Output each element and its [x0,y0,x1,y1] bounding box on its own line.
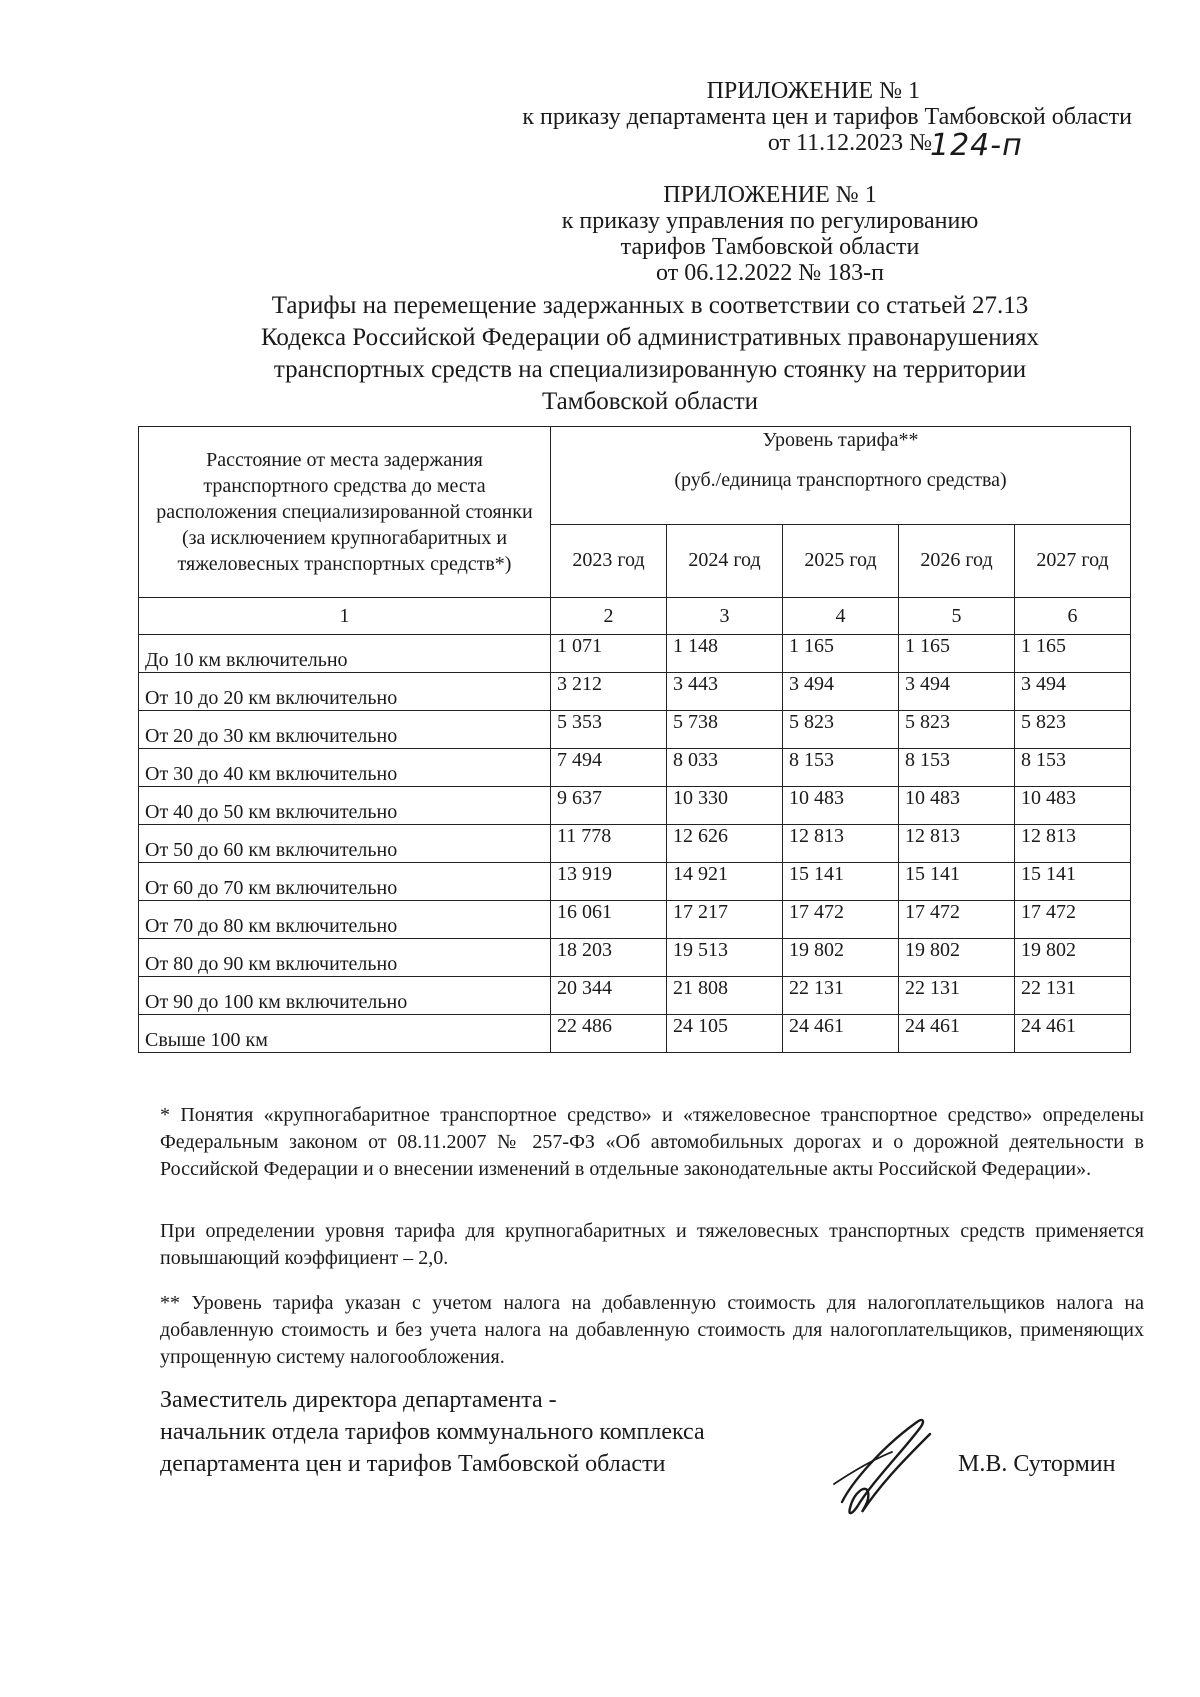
order-date-previous: от 06.12.2022 № 183-п [656,260,884,286]
tariff-level-header [551,427,1131,525]
tariff-value-cell: 24 461 [1015,1015,1131,1053]
tariff-table [138,426,1131,1053]
tariff-value-cell: 17 472 [783,901,899,939]
tariff-value-cell: 22 131 [1015,977,1131,1015]
table-row [139,825,1131,863]
tariff-level-label: Уровень тарифа** [762,429,919,451]
tariff-value-cell: 8 153 [783,749,899,787]
tariff-value-cell: 1 165 [1015,635,1131,673]
column-number: 5 [899,598,1015,635]
tariff-value-cell: 12 626 [667,825,783,863]
tariff-value-cell: 19 802 [899,939,1015,977]
signatory-position [160,1384,705,1480]
column-number: 2 [551,598,667,635]
tariff-value-cell: 22 486 [551,1015,667,1053]
tariff-value-cell: 3 443 [667,673,783,711]
tariff-value-cell: 3 494 [899,673,1015,711]
tariff-value-cell: 5 823 [783,711,899,749]
order-date-current: от 11.12.2023 № [767,130,932,156]
tariff-value-cell: 11 778 [551,825,667,863]
document-title-line-3: транспортных средств на специализированную стоянку на территории [273,356,1027,383]
column-number: 4 [783,598,899,635]
tariff-value-cell: 15 141 [899,863,1015,901]
table-row [139,749,1131,787]
tariff-value-cell: 21 808 [667,977,783,1015]
distance-cell: До 10 км включительно [139,635,551,673]
appendix-title-current: ПРИЛОЖЕНИЕ № 1 [706,78,920,104]
distance-cell: От 80 до 90 км включительно [139,939,551,977]
table-row [139,901,1131,939]
year-header: 2025 год [783,524,899,597]
tariff-value-cell: 19 513 [667,939,783,977]
tariff-value-cell: 12 813 [783,825,899,863]
table-header-row [139,427,1131,525]
tariff-value-cell: 12 813 [899,825,1015,863]
tariff-value-cell: 1 165 [783,635,899,673]
tariff-value-cell: 9 637 [551,787,667,825]
handwritten-signature [822,1412,942,1522]
tariff-value-cell: 1 165 [899,635,1015,673]
distance-cell: От 90 до 100 км включительно [139,977,551,1015]
tariff-rows [139,635,1131,1053]
distance-cell: От 60 до 70 км включительно [139,863,551,901]
distance-cell: Свыше 100 км [139,1015,551,1053]
table-row [139,1015,1131,1053]
tariff-value-cell: 17 472 [1015,901,1131,939]
distance-cell: От 20 до 30 км включительно [139,711,551,749]
document-title-line-1: Тарифы на перемещение задержанных в соответствии со статьей 27.13 [271,292,1029,319]
signatory-position-line-3: департамента цен и тарифов Тамбовской области [160,1451,666,1477]
tariff-value-cell: 17 472 [899,901,1015,939]
distance-cell: От 40 до 50 км включительно [139,787,551,825]
tariff-value-cell: 22 131 [783,977,899,1015]
table-row [139,635,1131,673]
tariff-value-cell: 19 802 [1015,939,1131,977]
year-header: 2027 год [1015,524,1131,597]
column-number: 3 [667,598,783,635]
tariff-value-cell: 5 353 [551,711,667,749]
handwritten-order-number: 124-п [930,128,1023,163]
tariff-value-cell: 20 344 [551,977,667,1015]
tariff-value-cell: 15 141 [783,863,899,901]
tariff-value-cell: 8 153 [899,749,1015,787]
tariff-value-cell: 16 061 [551,901,667,939]
tariff-value-cell: 19 802 [783,939,899,977]
tariff-value-cell: 14 921 [667,863,783,901]
tariff-value-cell: 24 461 [899,1015,1015,1053]
order-authority-previous: тарифов Тамбовской области [620,234,920,260]
tariff-value-cell: 10 483 [899,787,1015,825]
distance-cell: От 70 до 80 км включительно [139,901,551,939]
tariff-value-cell: 5 738 [667,711,783,749]
tariff-value-cell: 3 494 [783,673,899,711]
tariff-level-unit: (руб./единица транспортного средства) [674,469,1007,491]
appendix-title-previous: ПРИЛОЖЕНИЕ № 1 [663,182,877,208]
tariff-value-cell: 3 212 [551,673,667,711]
tariff-value-cell: 22 131 [899,977,1015,1015]
tariff-value-cell: 7 494 [551,749,667,787]
table-row [139,939,1131,977]
column-number: 1 [139,598,551,635]
distance-cell: От 50 до 60 км включительно [139,825,551,863]
tariff-value-cell: 12 813 [1015,825,1131,863]
tariff-value-cell: 8 033 [667,749,783,787]
note-coefficient: При определении уровня тарифа для крупногабаритных и тяжеловесных транспортных средств применяется повышающий коэффициент – 2,0. [160,1220,1144,1269]
column-number-row [139,598,1131,635]
document-title [150,290,1150,418]
tariff-value-cell: 10 483 [1015,787,1131,825]
document-title-line-4: Тамбовской области [541,388,759,415]
table-row [139,673,1131,711]
tariff-value-cell: 1 071 [551,635,667,673]
tariff-value-cell: 3 494 [1015,673,1131,711]
tariff-value-cell: 13 919 [551,863,667,901]
year-header: 2026 год [899,524,1015,597]
document-title-line-2: Кодекса Российской Федерации об административных правонарушениях [261,324,1039,351]
year-header: 2023 год [551,524,667,597]
tariff-value-cell: 15 141 [1015,863,1131,901]
column-number: 6 [1015,598,1131,635]
note-definitions: * Понятия «крупногабаритное транспортное средство» и «тяжеловесное транспортное средство» определены Федеральным законом от 08.11.2007 № 257-ФЗ «Об автомобильных дорогах и о дорожной деятельности в Российской Федерации и о внесении изменений в отдельные законодательные акты Российской Федерации». [160,1104,1144,1180]
tariff-value-cell: 1 148 [667,635,783,673]
tariff-value-cell: 8 153 [1015,749,1131,787]
tariff-value-cell: 10 483 [783,787,899,825]
tariff-value-cell: 10 330 [667,787,783,825]
appendix-header-previous [500,182,1040,286]
tariff-value-cell: 5 823 [899,711,1015,749]
tariff-value-cell: 18 203 [551,939,667,977]
signatory-position-line-1: Заместитель директора департамента - [160,1387,557,1413]
table-row [139,711,1131,749]
order-reference-current: к приказу департамента цен и тарифов Тамбовской области [522,104,1132,130]
tariff-value-cell: 17 217 [667,901,783,939]
table-row [139,787,1131,825]
year-header: 2024 год [667,524,783,597]
distance-cell: От 30 до 40 км включительно [139,749,551,787]
tariff-value-cell: 24 105 [667,1015,783,1053]
table-row [139,977,1131,1015]
order-reference-previous: к приказу управления по регулированию [561,208,979,234]
signatory-name: М.В. Сутормин [958,1451,1116,1477]
distance-column-header: Расстояние от места задержания транспортного средства до места расположения специализированной стоянки (за исключением крупногабаритных и тяжеловесных транспортных средств*) [139,427,551,598]
tariff-value-cell: 5 823 [1015,711,1131,749]
table-row [139,863,1131,901]
note-vat: ** Уровень тарифа указан с учетом налога на добавленную стоимость для налогоплательщиков налога на добавленную стоимость и без учета налога на добавленную стоимость для налогоплательщиков, применяющих упрощенную систему налогообложения. [160,1292,1144,1368]
distance-cell: От 10 до 20 км включительно [139,673,551,711]
tariff-value-cell: 24 461 [783,1015,899,1053]
signatory-position-line-2: начальник отдела тарифов коммунального комплекса [160,1419,705,1445]
